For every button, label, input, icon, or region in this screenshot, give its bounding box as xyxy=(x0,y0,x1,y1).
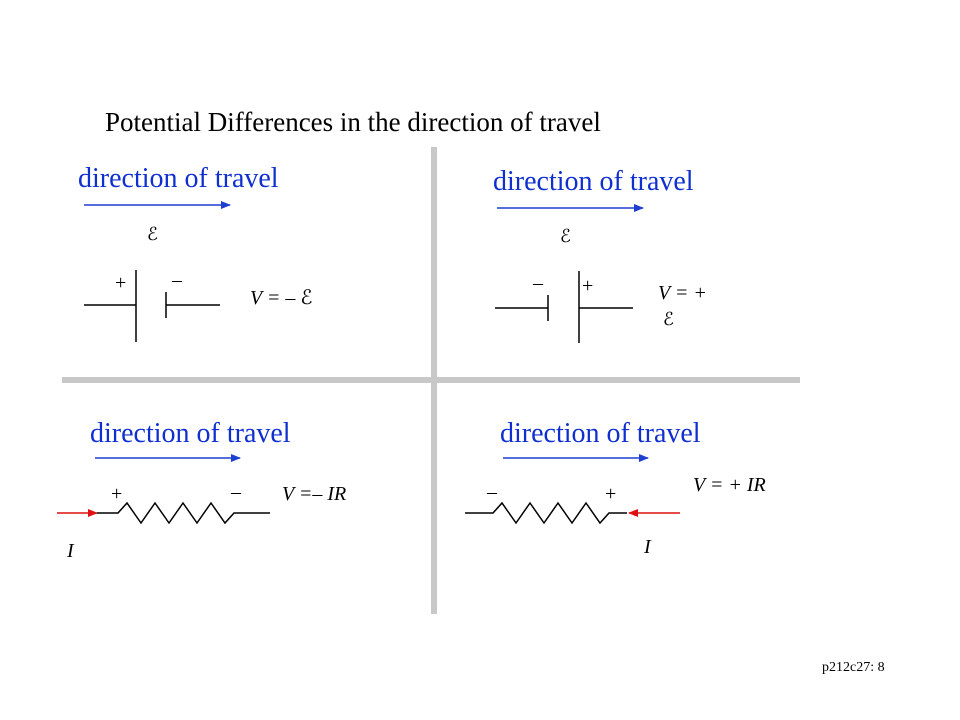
plus-sign: + xyxy=(115,272,127,294)
emf-symbol-equation: ℰ xyxy=(663,309,674,329)
resistor-with-current xyxy=(97,503,270,523)
plus-sign: + xyxy=(111,483,123,505)
direction-label-top-left: direction of travel xyxy=(78,163,279,194)
battery-reverse xyxy=(495,271,633,343)
plus-sign: + xyxy=(605,483,617,505)
battery-forward xyxy=(84,270,220,342)
emf-symbol: ℰ xyxy=(300,287,313,309)
minus-sign: – xyxy=(533,272,543,294)
equation-resistor-against-current: V = + IR xyxy=(693,474,766,496)
current-label-left: I xyxy=(67,540,74,562)
plus-sign: + xyxy=(582,275,594,297)
direction-label-top-right: direction of travel xyxy=(493,166,694,197)
direction-label-bottom-right: direction of travel xyxy=(500,418,701,449)
emf-symbol-top-left: ℰ xyxy=(147,224,158,244)
minus-sign: – xyxy=(172,269,182,291)
resistor-against-current xyxy=(465,503,627,523)
minus-sign: – xyxy=(231,481,241,503)
page-title: Potential Differences in the direction of travel xyxy=(105,107,601,137)
equation-battery-reverse: V = + xyxy=(658,282,707,304)
emf-symbol-top-right: ℰ xyxy=(560,226,571,246)
direction-label-bottom-left: direction of travel xyxy=(90,418,291,449)
equation-battery-forward xyxy=(250,288,312,308)
minus-sign: – xyxy=(487,481,497,503)
current-label-right: I xyxy=(644,536,651,558)
equation-text: V = – xyxy=(250,287,301,309)
slide-footer: p212c27: 8 xyxy=(822,660,885,675)
equation-resistor-with-current: V =– IR xyxy=(282,483,347,505)
